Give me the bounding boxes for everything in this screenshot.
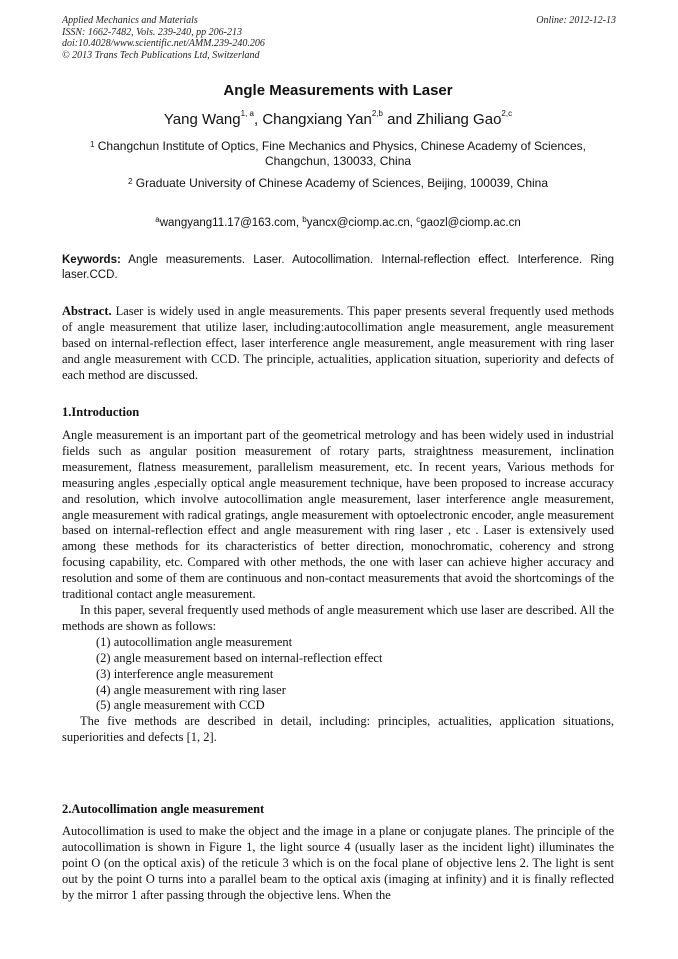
method-list (62, 635, 614, 715)
affiliation-number: 2 (127, 177, 133, 186)
paragraph: Autocollimation is used to make the object and the image in a plane or conjugate planes. The principle of the autocollimation is shown in Figure 1, the light source 4 (usually laser as the incident light) illuminates the point O (on the optical axis) of the reticule 3 which is on the focal plane of objective lens 2. The light is sent out by the point O turns into a parallel beam to the optical axis (imaging at infinity) and it is finally reflected by the mirror 1 after passing through the objective lens. When the (62, 824, 614, 902)
paragraph: The five methods are described in detail, including: principles, actualities, application situations, superiorities and defects [1, 2]. (62, 714, 614, 745)
author-sup: 2,b (371, 109, 383, 118)
affiliation-text: Changchun Institute of Optics, Fine Mechanics and Physics, Chinese Academy of Sciences, (97, 139, 587, 153)
email-address: yancx@ciomp.ac.cn, (306, 217, 417, 229)
abstract-text: Laser is widely used in angle measurements. This paper presents several frequently used methods of angle measurement that utilize laser, including:autocollimation angle measurement, angle measurement based on internal-reflection effect, laser interference angle measurement, angle measurement with ring laser and angle measurement with CCD. The principle, actualities, application situation, superiority and defects of each method are discussed. (62, 304, 614, 382)
keywords-label: Keywords: (62, 254, 121, 266)
keywords (62, 253, 614, 283)
copyright-line: © 2013 Trans Tech Publications Ltd, Switzerland (62, 49, 260, 61)
email-address: gaozl@ciomp.ac.cn (420, 217, 521, 229)
affiliation-text: Graduate University of Chinese Academy of Sciences, Beijing, 100039, China (135, 176, 549, 190)
paragraph: In this paper, several frequently used methods of angle measurement which use laser are described. All the methods are shown as follows: (62, 602, 614, 633)
doi-line: doi:10.4028/www.scientific.net/AMM.239-240.206 (62, 38, 265, 49)
list-item: (5) angle measurement with CCD (96, 698, 265, 713)
list-item: (3) interference angle measurement (96, 666, 274, 681)
author-sup: 2,c (501, 109, 513, 118)
affiliation-number: 1 (89, 140, 95, 149)
author-separator: , (253, 111, 263, 128)
abstract (62, 304, 614, 384)
list-item: (1) autocollimation angle measurement (96, 634, 293, 649)
email-list (62, 217, 614, 229)
keywords-text: Angle measurements. Laser. Autocollimation. Internal-reflection effect. Interference. Ring laser.CCD. (62, 254, 614, 281)
online-date: Online: 2012-12-13 (536, 15, 616, 26)
author-list (62, 111, 614, 128)
list-item: (2) angle measurement based on internal-reflection effect (96, 650, 383, 665)
email-sup: c (416, 215, 421, 224)
author-separator: and (382, 111, 417, 128)
affiliation-1 (62, 139, 614, 169)
journal-name: Applied Mechanics and Materials (62, 15, 198, 26)
journal-header (62, 15, 265, 61)
section-heading-introduction: 1.Introduction (62, 405, 140, 419)
paragraph: Angle measurement is an important part of the geometrical metrology and has been widely used in industrial fields such as angular position measurement of rotary parts, straightness measurement, inclination measurement, flatness measurement, parallelism measurement, etc. In recent years, Various methods for measuring angles ,especially optical angle measurement technique, have been proposed to increase accuracy and resolution, which involve autocollimation angle measurement, laser interference angle measurement, angle measurement with radical gratings, angle measurement with optoelectronic encoder, angle measurement based on internal-reflection effect and angle measurement with ring laser , etc . Laser is extensively used among these methods for its characteristics of better direction, monochromatic, coherency and strong focusing capability, etc. Compared with other methods, the one with laser can achieve higher accuracy and resolution and some of them are continuous and non-contact measurements that avoid the shortcomings of the traditional contact angle measurement. (62, 428, 614, 602)
email-sup: a (155, 215, 160, 224)
abstract-label: Abstract. (62, 304, 112, 318)
issn-line: ISSN: 1662-7482, Vols. 239-240, pp 206-213 (62, 26, 242, 38)
list-item: (4) angle measurement with ring laser (96, 682, 286, 697)
section-heading-autocollimation: 2.Autocollimation angle measurement (62, 802, 265, 816)
paper-title: Angle Measurements with Laser (223, 82, 453, 99)
autocollimation-body (62, 824, 614, 904)
author-name: Changxiang Yan (262, 111, 372, 128)
affiliation-text: Changchun, 130033, China (264, 154, 412, 168)
author-name: Zhiliang Gao (416, 111, 502, 128)
email-address: wangyang11.17@163.com, (159, 217, 303, 229)
author-sup: 1, a (240, 109, 254, 118)
author-name: Yang Wang (163, 111, 241, 128)
email-sup: b (302, 215, 307, 224)
introduction-body (62, 428, 614, 746)
affiliation-2 (62, 176, 614, 191)
